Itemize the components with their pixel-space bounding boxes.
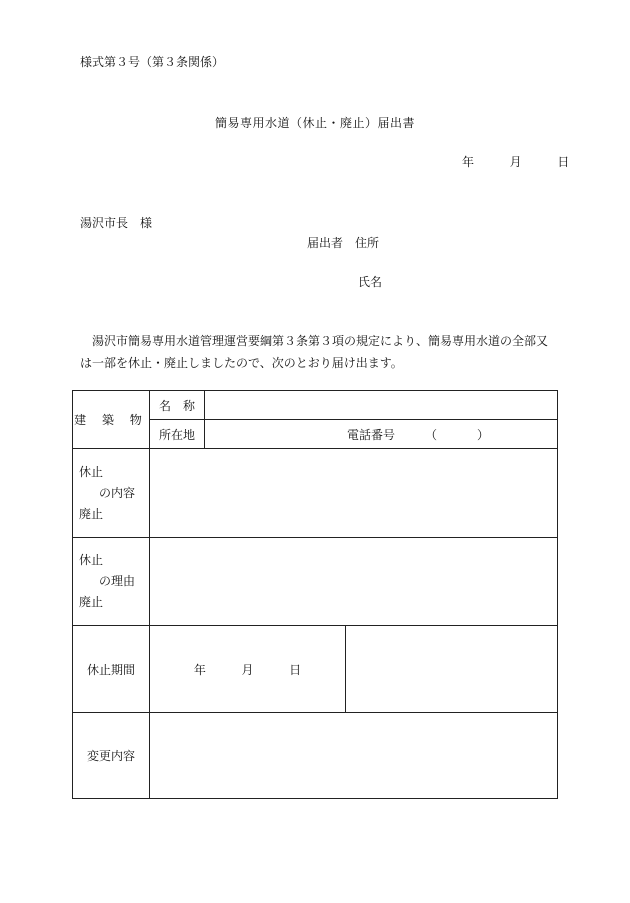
building-location-field[interactable] [205, 420, 558, 449]
building-name-field[interactable] [205, 391, 558, 420]
reason-label [73, 538, 150, 626]
period-year-label: 年 [193, 662, 206, 677]
change-details-field[interactable] [150, 713, 558, 799]
submission-date [462, 153, 569, 170]
content-label-line2: の内容 [99, 485, 136, 500]
content-label-line1: 休止 [79, 464, 104, 479]
addressee: 湯沢市長 様 [80, 216, 153, 230]
suspension-period-date[interactable] [150, 626, 346, 713]
building-label: 建 築 物 [73, 391, 150, 449]
notifier-address-label: 届出者 住所 [307, 236, 380, 250]
content-field[interactable] [150, 449, 558, 538]
statement-text: 湯沢市簡易専用水道管理運営要綱第３条第３項の規定により、簡易専用水道の全部又は一部を休止・廃止しましたので、次のとおり届け出ます。 [80, 334, 549, 370]
period-month-label: 月 [241, 662, 254, 677]
suspension-period-label: 休止期間 [73, 626, 150, 713]
date-month-label: 月 [509, 155, 522, 169]
reason-label-line2: の理由 [99, 574, 136, 588]
notification-form-table [72, 390, 558, 799]
notifier-name-label: 氏名 [358, 275, 383, 289]
change-details-label: 変更内容 [73, 713, 150, 799]
reason-label-line1: 休止 [79, 553, 104, 567]
phone-parentheses: （ ） [424, 427, 503, 442]
document-title: 簡易専用水道（休止・廃止）届出書 [214, 116, 415, 130]
date-day-label: 日 [557, 155, 570, 169]
building-name-label: 名 称 [150, 391, 205, 420]
suspension-period-extra-field[interactable] [346, 626, 558, 713]
reason-field[interactable] [150, 538, 558, 626]
period-day-label: 日 [289, 662, 302, 677]
content-label [73, 449, 150, 538]
content-label-line3: 廃止 [79, 506, 104, 521]
form-number: 様式第３号（第３条関係） [80, 55, 225, 69]
phone-number-label: 電話番号 [346, 427, 395, 442]
date-year-label: 年 [462, 155, 475, 169]
reason-label-line3: 廃止 [79, 595, 104, 609]
building-location-label: 所在地 [150, 420, 205, 449]
